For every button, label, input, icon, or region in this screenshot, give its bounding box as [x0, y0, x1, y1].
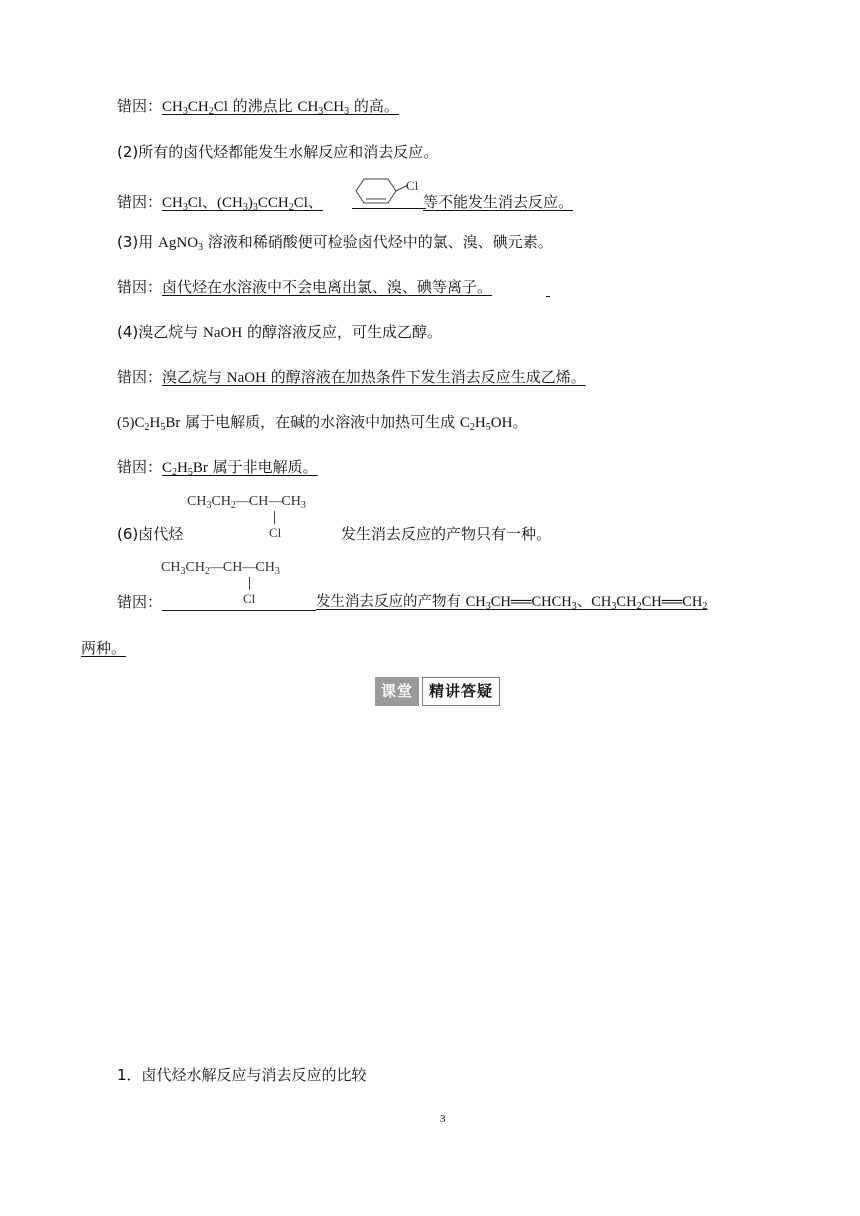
blank-underline [352, 208, 426, 209]
question-6: (6)卤代烃 [117, 525, 184, 543]
chlorine-label: Cl [269, 525, 282, 540]
bond-line [249, 577, 250, 590]
error-cause-5: 错因：$C_2H_5Br$ 属于非电解质。 [117, 458, 318, 478]
question-5: $(5)C_2H_5Br$ 属于电解质，在碱的水溶液中加热可生成 $C_2H_5OH$。 [117, 413, 528, 433]
page-number: 3 [440, 1113, 446, 1125]
section-heading: 1．卤代烃水解反应与消去反应的比较 [117, 1066, 367, 1084]
question-4: (4)溴乙烷与 NaOH 的醇溶液反应，可生成乙醇。 [117, 323, 442, 341]
error-cause-6: 发生消去反应的产物有 $CH_3CH══CHCH_3$、$CH_3CH_2CH══CH_2$ [316, 594, 708, 612]
error-cause-6-label: 错因： [117, 593, 163, 611]
haloalkane-structure-e6: $CH_3CH_2—CH—CH_3$ [161, 560, 280, 577]
section-tag [375, 677, 500, 706]
question-6-tail: 发生消去反应的产物只有一种。 [341, 525, 552, 543]
blank-underline [162, 610, 316, 611]
underline-tail [546, 296, 550, 297]
error-cause-2: 错因：$CH_3Cl$、$(CH_3)_3CCH_2Cl$、 [117, 193, 323, 213]
question-3: (3)用 AgNO$_3$ 溶液和稀硝酸便可检验卤代烃中的氯、溴、碘元素。 [117, 233, 553, 253]
question-2: (2)所有的卤代烃都能发生水解反应和消去反应。 [117, 143, 439, 161]
chlorine-label: Cl [406, 178, 419, 193]
bond-line [274, 511, 275, 524]
error-cause-1: 错因：$CH_3CH_2Cl$ 的沸点比 $CH_3CH_3$ 的高。 [117, 97, 399, 117]
error-cause-6-cont: 两种。 [81, 639, 127, 657]
error-cause-3: 错因：卤代烃在水溶液中不会电离出氯、溴、碘等离子。 [117, 278, 493, 296]
section-tag-right: 精讲答疑 [422, 677, 500, 706]
chlorine-label: Cl [243, 591, 256, 606]
haloalkane-structure-q6: $CH_3CH_2—CH—CH_3$ [187, 494, 306, 511]
section-tag-left: 课堂 [375, 677, 419, 706]
error-cause-4: 错因：溴乙烷与 NaOH 的醇溶液在加热条件下发生消去反应生成乙烯。 [117, 368, 586, 386]
error-cause-2-tail: 等不能发生消去反应。 [423, 193, 574, 211]
